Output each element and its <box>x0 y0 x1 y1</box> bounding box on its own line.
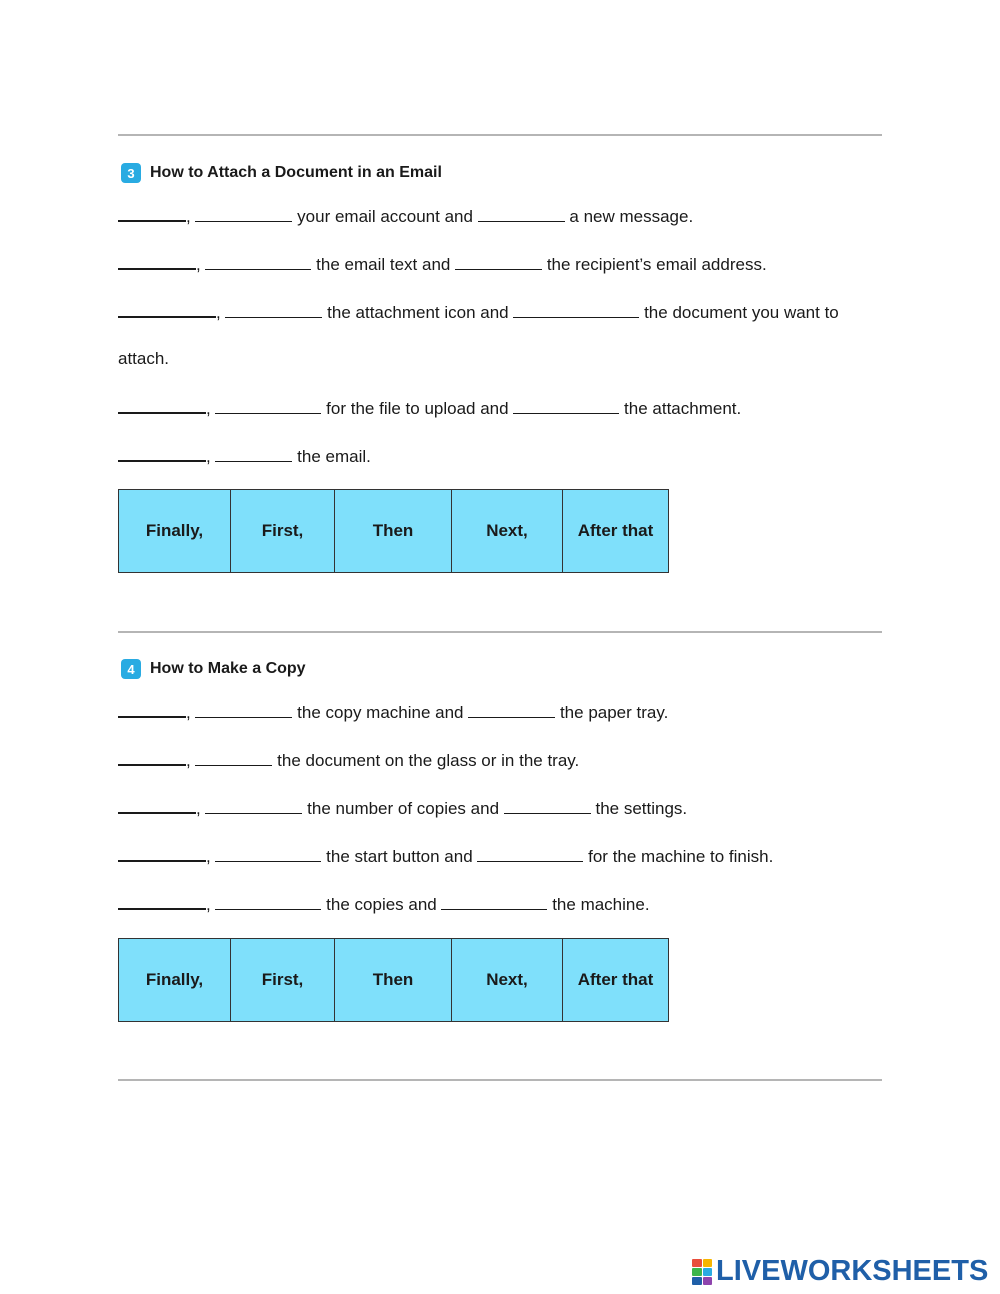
section-4-line-1: , the copy machine and the paper tray. <box>118 701 668 723</box>
top-divider <box>118 134 882 136</box>
blank-verb[interactable] <box>205 798 302 814</box>
blank-verb[interactable] <box>215 846 321 862</box>
blank-sequence-word[interactable] <box>118 445 206 462</box>
liveworksheets-logo <box>692 1255 988 1288</box>
section-4-line-5: , the copies and the machine. <box>118 893 650 915</box>
word-bank-item[interactable]: Next, <box>452 939 563 1022</box>
word-bank-item[interactable]: Finally, <box>119 939 231 1022</box>
blank-verb[interactable] <box>477 846 583 862</box>
section-3-line-3: , the attachment icon and the document you want to <box>118 301 839 323</box>
section-3-line-2: , the email text and the recipient’s email address. <box>118 253 767 275</box>
word-bank-item[interactable]: First, <box>231 939 335 1022</box>
liveworksheets-logo-icon <box>692 1259 712 1285</box>
blank-sequence-word[interactable] <box>118 301 216 318</box>
word-bank-item[interactable]: Finally, <box>119 490 231 573</box>
section-4-line-2: , the document on the glass or in the tray. <box>118 749 579 771</box>
section-4-number-badge: 4 <box>121 659 141 679</box>
blank-verb[interactable] <box>195 206 292 222</box>
blank-verb[interactable] <box>195 750 272 766</box>
middle-divider <box>118 631 882 633</box>
section-3-line-5: , the email. <box>118 445 371 467</box>
bottom-divider <box>118 1079 882 1081</box>
blank-sequence-word[interactable] <box>118 893 206 910</box>
word-bank-item[interactable]: Next, <box>452 490 563 573</box>
section-4-title: How to Make a Copy <box>150 660 306 677</box>
blank-sequence-word[interactable] <box>118 253 196 270</box>
section-3-title: How to Attach a Document in an Email <box>150 164 442 181</box>
blank-verb[interactable] <box>205 254 311 270</box>
section-3-line-1: , your email account and a new message. <box>118 205 693 227</box>
blank-verb[interactable] <box>215 398 321 414</box>
section-4-heading <box>121 659 306 679</box>
blank-verb[interactable] <box>225 302 322 318</box>
blank-verb[interactable] <box>455 254 542 270</box>
word-bank-item[interactable]: After that <box>563 490 669 573</box>
blank-verb[interactable] <box>478 206 565 222</box>
blank-verb[interactable] <box>468 702 555 718</box>
section-4-line-4: , the start button and for the machine to finish. <box>118 845 773 867</box>
blank-verb[interactable] <box>513 398 619 414</box>
section-4-word-bank <box>118 938 669 1022</box>
section-3-number-badge: 3 <box>121 163 141 183</box>
blank-sequence-word[interactable] <box>118 397 206 414</box>
section-3-heading <box>121 163 442 183</box>
blank-verb[interactable] <box>195 702 292 718</box>
section-3-line-4: , for the file to upload and the attachment. <box>118 397 741 419</box>
liveworksheets-logo-text: LIVEWORKSHEETS <box>716 1255 989 1287</box>
section-3-word-bank <box>118 489 669 573</box>
blank-sequence-word[interactable] <box>118 845 206 862</box>
section-3-line-3-continued: attach. <box>118 349 170 368</box>
blank-sequence-word[interactable] <box>118 701 186 718</box>
word-bank-item[interactable]: Then <box>335 490 452 573</box>
blank-sequence-word[interactable] <box>118 205 186 222</box>
word-bank-item[interactable]: Then <box>335 939 452 1022</box>
blank-verb[interactable] <box>504 798 591 814</box>
word-bank-item[interactable]: After that <box>563 939 669 1022</box>
blank-sequence-word[interactable] <box>118 797 196 814</box>
blank-verb[interactable] <box>441 894 547 910</box>
blank-sequence-word[interactable] <box>118 749 186 766</box>
blank-verb[interactable] <box>215 894 321 910</box>
section-4-line-3: , the number of copies and the settings. <box>118 797 687 819</box>
word-bank-item[interactable]: First, <box>231 490 335 573</box>
blank-verb[interactable] <box>513 302 639 318</box>
blank-verb[interactable] <box>215 446 292 462</box>
